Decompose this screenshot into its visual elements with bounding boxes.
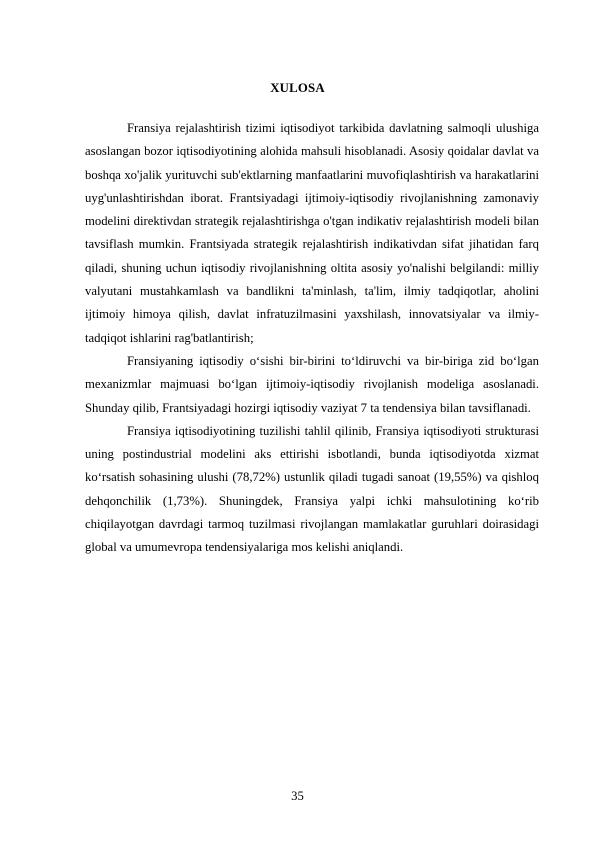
paragraph-economic-growth: Fransiyaning iqtisodiy o‘sishi bir-birini to‘ldiruvchi va bir-biriga zid bo‘lgan mexanizmlar majmuasi bo‘lgan ijtimoiy-iqtisodiy rivojlanish modeliga asoslanadi. Shunday qilib, Frantsiyadagi hozirgi iqtisodiy vaziyat 7 ta tendensiya bilan tavsiflanadi. bbox=[85, 353, 539, 415]
page-number: 35 bbox=[291, 789, 304, 803]
paragraph-economic-structure: Fransiya iqtisodiyotining tuzilishi tahlil qilinib, Fransiya iqtisodiyoti strukturasi uning postindustrial modelini aks ettirishi isbotlandi, bunda iqtisodiyotda xizmat ko‘rsatish sohasining ulushi (78,72%) ustunlik qiladi tugadi sanoat (19,55%) va qishloq dehqonchilik (1,73%). Shuningdek, Fransiya yalpi ichki mahsulotining ko‘rib chiqilayotgan davrdagi tarmoq tuzilmasi rivojlangan mamlakatlar guruhlari doirasidagi global va umumevropa tendensiyalariga mos kelishi aniqlandi. bbox=[85, 423, 539, 555]
page-title: XULOSA bbox=[270, 81, 325, 95]
paragraph-planning-system: Fransiya rejalashtirish tizimi iqtisodiyot tarkibida davlatning salmoqli ulushiga asoslangan bozor iqtisodiyotining alohida mahsuli hisoblanadi. Asosiy qoidalar davlat va boshqa xo'jalik yurituvchi sub'ektlarning manfaatlarini muvofiqlashtirish va harakatlarini uyg'unlashtirishdan iborat. Frantsiyadagi ijtimoiy-iqtisodiy rivojlanishning zamonaviy modelini direktivdan strategik rejalashtirishga o'tgan indikativ rejalashtirish modeli bilan tavsiflash mumkin. Frantsiyada strategik rejalashtirish indikativdan sifat jihatidan farq qiladi, shuning uchun iqtisodiy rivojlanishning oltita asosiy yo'nalishi belgilandi: milliy valyutani mustahkamlash va bandlikni ta'minlash, ta'lim, ilmiy tadqiqotlar, aholini ijtimoiy himoya qilish, davlat infratuzilmasini yaxshilash, innovatsiyalar va ilmiy-tadqiqot ishlarini rag'batlantirish; bbox=[85, 121, 539, 345]
body-text bbox=[85, 117, 539, 560]
